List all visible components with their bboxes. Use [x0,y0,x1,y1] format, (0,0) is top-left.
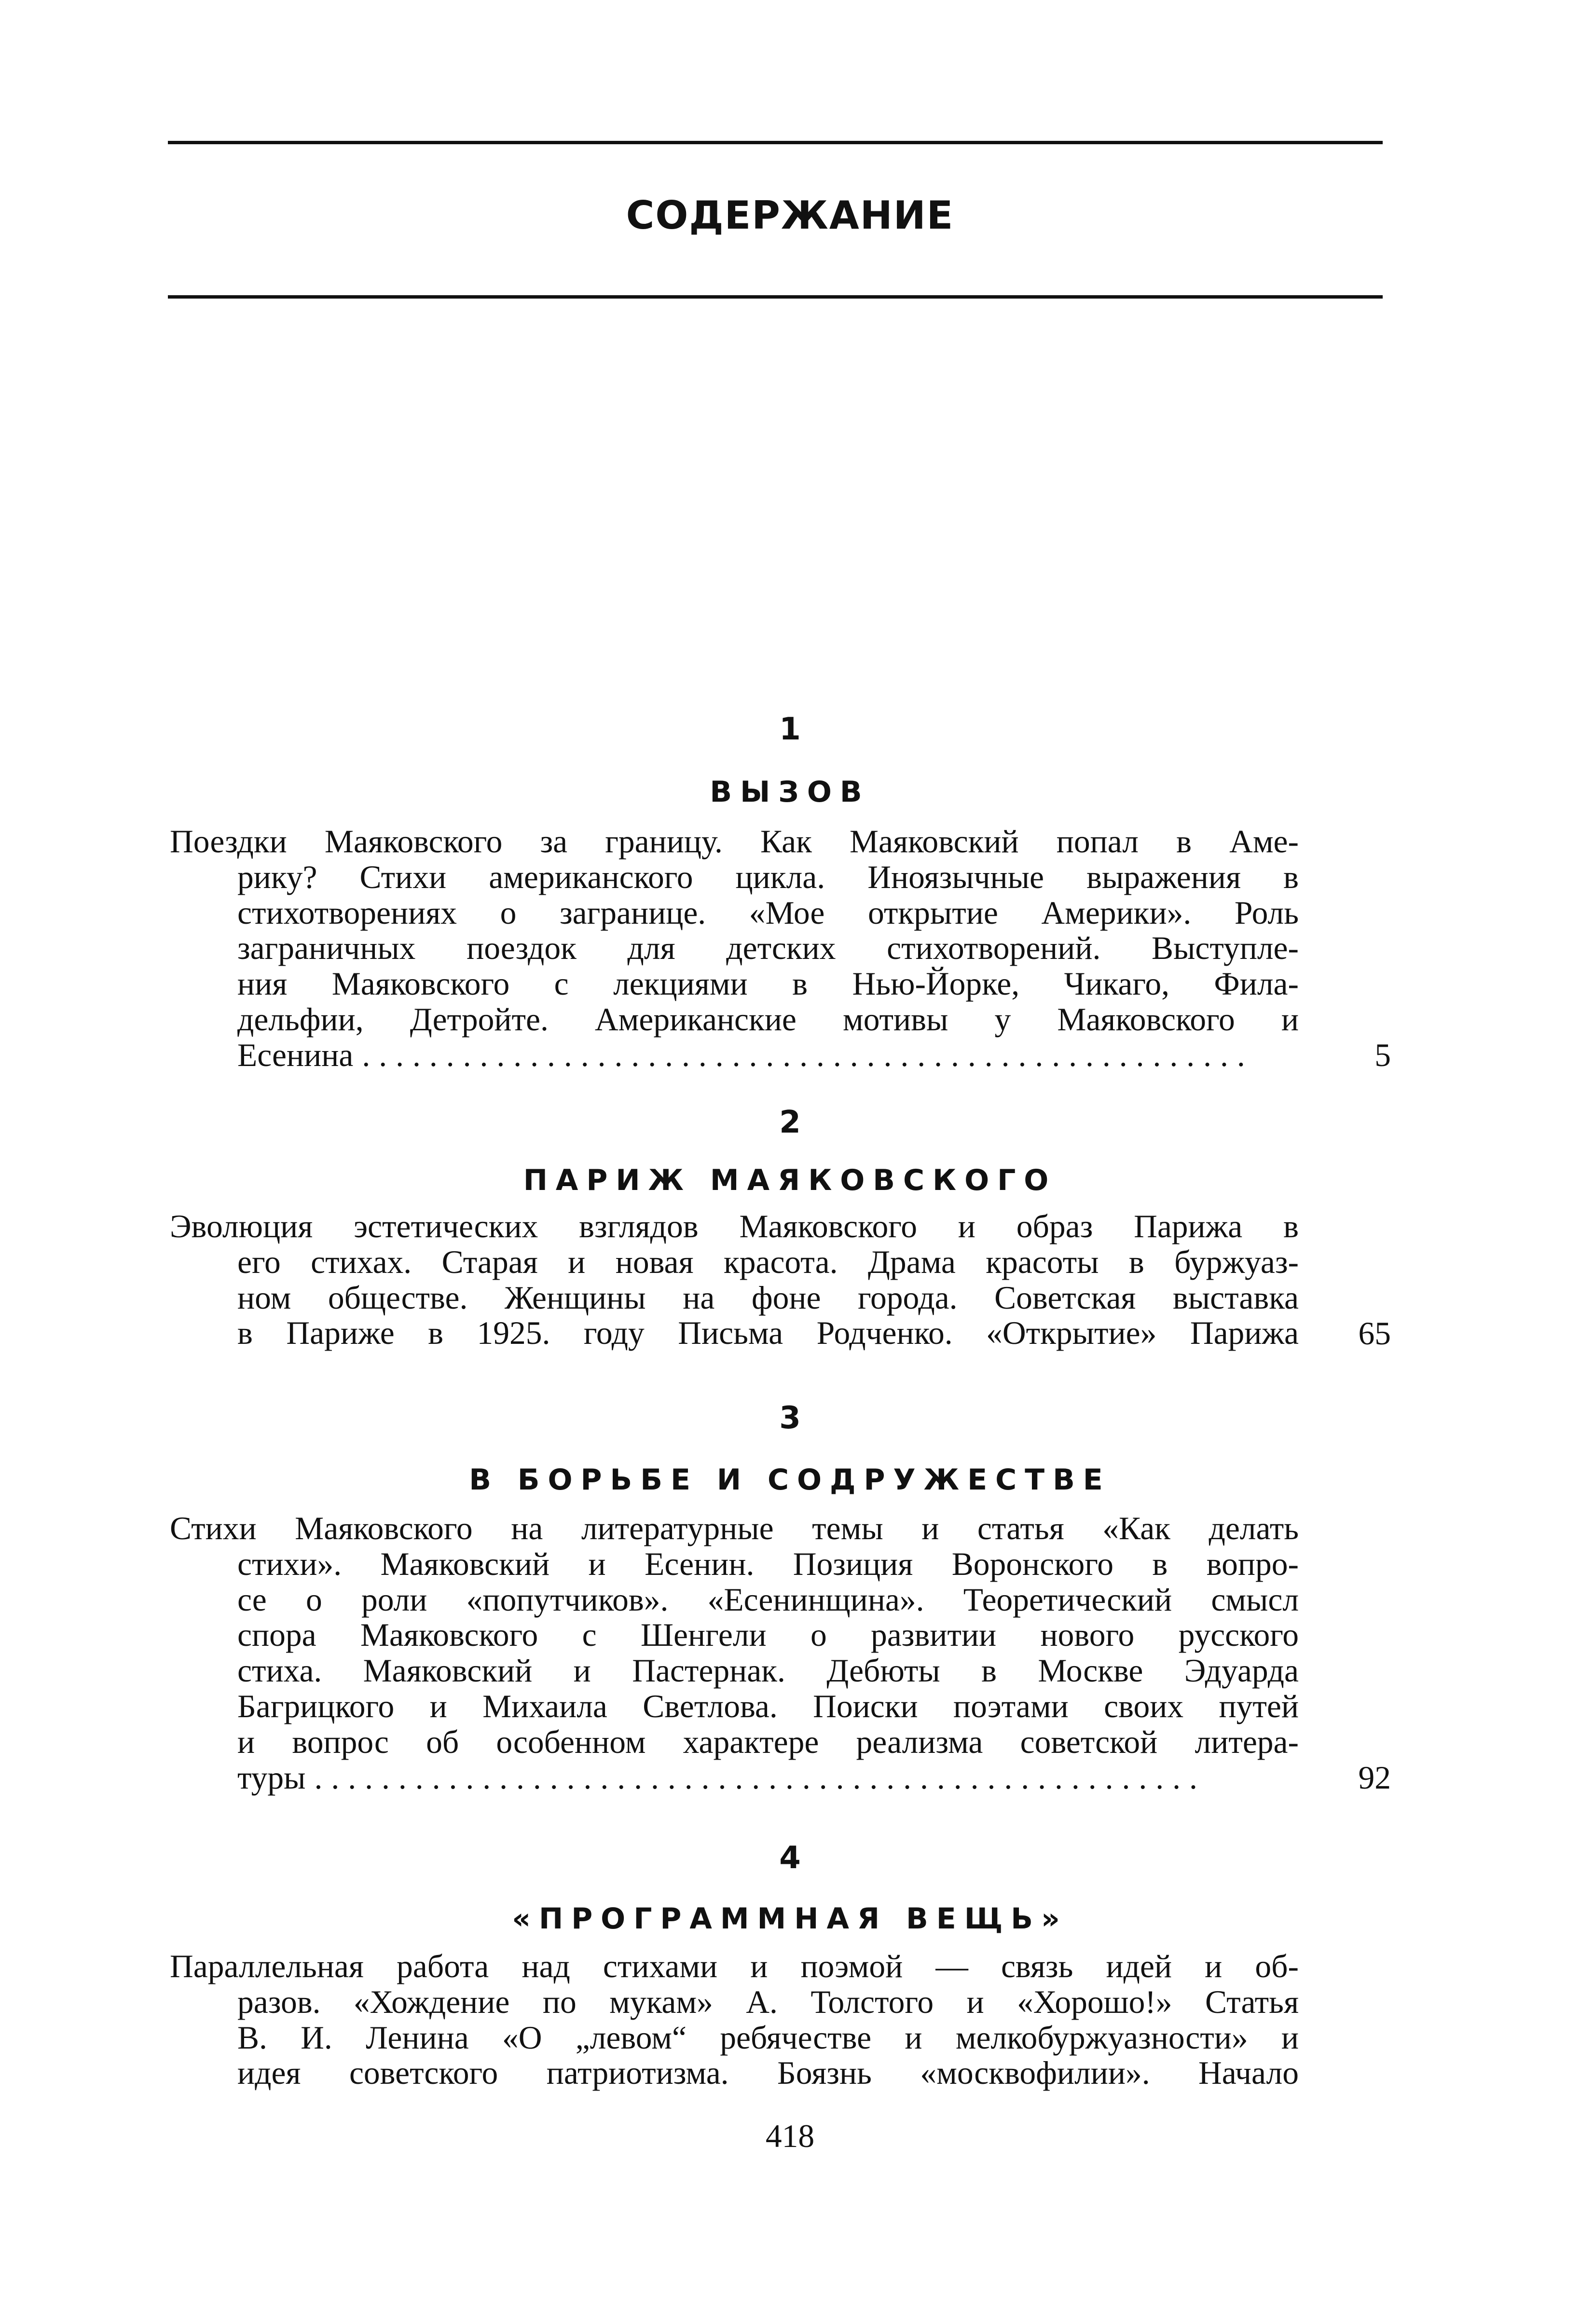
summary-line: и вопрос об особенном характере реализма советской литера- [237,1723,1299,1760]
section-number: 4 [779,1840,801,1876]
section-title: В БОРЬБЕ И СОДРУЖЕСТВЕ [469,1463,1111,1497]
page-number: 65 [1358,1315,1391,1352]
summary-last-line [170,1038,1299,1073]
summary-line: В. И. Ленина «О „левом“ ребячестве и мелкобуржуазности» и [237,2019,1299,2056]
bottom-rule [168,295,1383,299]
section-number: 3 [779,1400,801,1436]
page-folio: 418 [765,2118,815,2154]
page-number: 92 [1358,1760,1391,1796]
summary-line: разов. «Хождение по мукам» А. Толстого и «Хорошо!» Статья [237,1983,1299,2020]
summary-line: его стихах. Старая и новая красота. Драма красоты в буржуаз- [237,1244,1299,1280]
summary-line: ния Маяковского с лекциями в Нью-Йорке, Чикаго, Фила- [237,966,1299,1002]
summary-line: стихи». Маяковский и Есенин. Позиция Воронского в вопро- [237,1545,1299,1582]
section-title: ВЫЗОВ [710,775,870,809]
section-summary [170,1949,1299,2091]
section-summary [170,1209,1299,1351]
summary-line: заграничных поездок для детских стихотворений. Выступле- [237,930,1299,967]
summary-line: стихотворениях о загранице. «Мое открытие Америки». Роль [237,894,1299,931]
leader-dots: ..................................................... [362,1037,1254,1073]
section-title: «ПРОГРАММНАЯ ВЕЩЬ» [512,1902,1068,1936]
summary-line: Поездки Маяковского за границу. Как Маяковский попал в Аме- [170,823,1299,860]
summary-line: Параллельная работа над стихами и поэмой — связь идей и об- [170,1948,1299,1984]
summary-last-line [170,1760,1299,1796]
summary-line: Эволюция эстетических взглядов Маяковского и образ Парижа в [170,1208,1299,1244]
page-title: СОДЕРЖАНИЕ [626,193,954,238]
summary-line: идея советского патриотизма. Боязнь «москвофилии». Начало [237,2055,1299,2092]
summary-line: спора Маяковского с Шенгели о развитии нового русского [237,1617,1299,1654]
summary-line: Стихи Маяковского на литературные темы и статья «Как делать [170,1510,1299,1546]
section-summary [170,824,1299,1073]
section-summary [170,1511,1299,1795]
summary-line: туры [237,1759,306,1796]
summary-line: ном обществе. Женщины на фоне города. Советская выставка [237,1279,1299,1316]
page-number: 5 [1374,1037,1391,1073]
top-rule [168,141,1383,144]
section-title: ПАРИЖ МАЯКОВСКОГО [523,1163,1057,1197]
summary-line: рику? Стихи американского цикла. Иноязычные выражения в [237,859,1299,895]
summary-line: Багрицкого и Михаила Светлова. Поиски поэтами своих путей [237,1688,1299,1724]
summary-line: в Париже в 1925. году Письма Родченко. «Открытие» Парижа [237,1315,1299,1352]
leader-dots: ..................................................... [314,1760,1206,1796]
summary-line: дельфии, Детройте. Американские мотивы у Маяковского и [237,1001,1299,1038]
summary-line: се о роли «попутчиков». «Есенинщина». Теоретический смысл [237,1581,1299,1618]
summary-line: стиха. Маяковский и Пастернак. Дебюты в Москве Эдуарда [237,1653,1299,1689]
section-number: 2 [779,1105,801,1140]
section-number: 1 [779,711,801,747]
summary-line: Есенина [237,1037,354,1073]
